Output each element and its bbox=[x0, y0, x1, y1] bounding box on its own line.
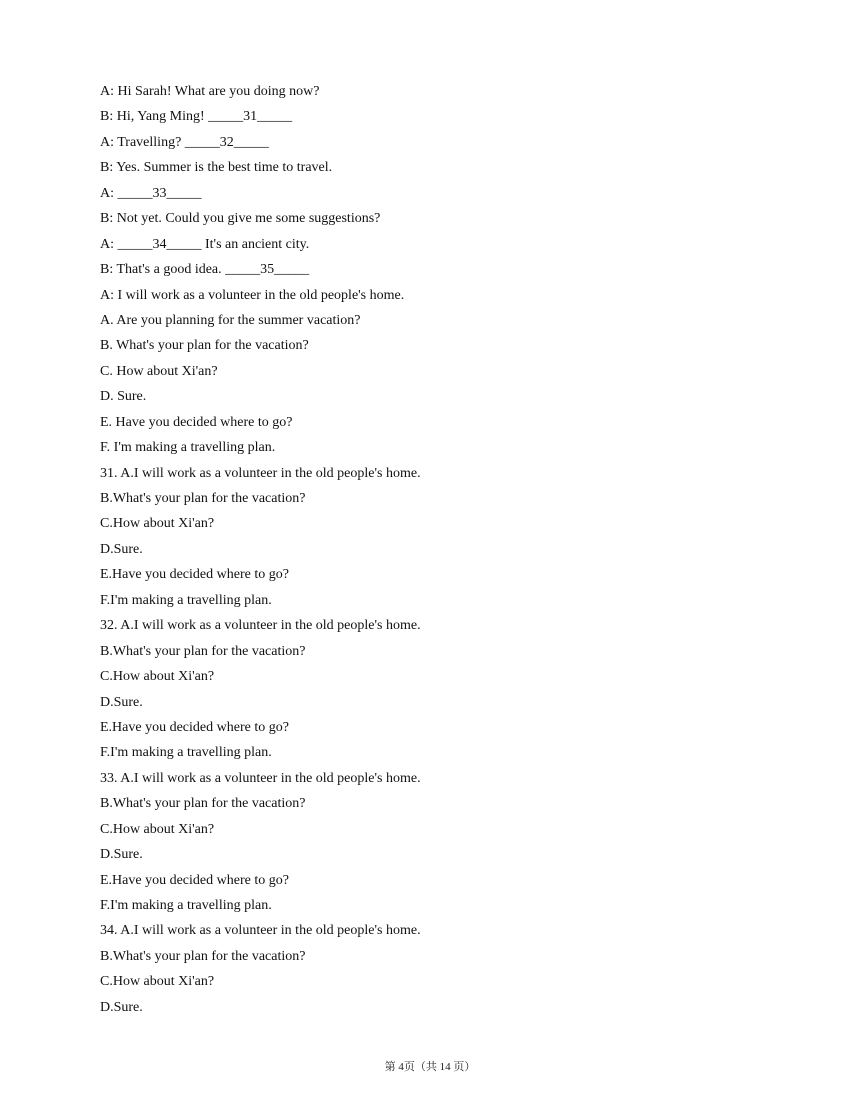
question-choice: C.How about Xi'an? bbox=[100, 974, 215, 990]
dialogue-line: A: Travelling? _____32_____ bbox=[100, 134, 269, 150]
question-choice: B.What's your plan for the vacation? bbox=[100, 796, 306, 812]
question-choice: B.What's your plan for the vacation? bbox=[100, 643, 306, 659]
dialogue-line: A: _____34_____ It's an ancient city. bbox=[100, 236, 310, 252]
question-choice: E.Have you decided where to go? bbox=[100, 872, 289, 888]
question-choice: 34. A.I will work as a volunteer in the old people's home. bbox=[100, 923, 421, 939]
question-choice: E.Have you decided where to go? bbox=[100, 567, 289, 583]
page-footer: 第 4页（共 14 页） bbox=[384, 1061, 476, 1073]
question-choice: D.Sure. bbox=[100, 694, 143, 710]
option-item: B. What's your plan for the vacation? bbox=[100, 338, 309, 354]
question-33 bbox=[100, 766, 780, 919]
question-choice: C.How about Xi'an? bbox=[100, 669, 215, 685]
option-item: C. How about Xi'an? bbox=[100, 363, 218, 379]
option-item: D. Sure. bbox=[100, 389, 147, 405]
question-choice: B.What's your plan for the vacation? bbox=[100, 948, 306, 964]
question-choice: F.I'm making a travelling plan. bbox=[100, 592, 272, 608]
option-item: A. Are you planning for the summer vacation? bbox=[100, 312, 361, 328]
option-list bbox=[100, 308, 780, 461]
dialogue-line: B: Not yet. Could you give me some suggestions? bbox=[100, 211, 381, 227]
question-choice: D.Sure. bbox=[100, 999, 143, 1015]
question-choice: 32. A.I will work as a volunteer in the old people's home. bbox=[100, 618, 421, 634]
question-32 bbox=[100, 613, 780, 766]
question-choice: 33. A.I will work as a volunteer in the old people's home. bbox=[100, 770, 421, 786]
question-choice: B.What's your plan for the vacation? bbox=[100, 491, 306, 506]
document-body bbox=[100, 79, 780, 1020]
question-choice: F.I'm making a travelling plan. bbox=[100, 898, 272, 913]
question-choice: C.How about Xi'an? bbox=[100, 516, 215, 532]
question-choice: C.How about Xi'an? bbox=[100, 821, 215, 837]
dialogue bbox=[100, 79, 780, 308]
question-choice: 31. A.I will work as a volunteer in the old people's home. bbox=[100, 465, 421, 481]
question-choice: F.I'm making a travelling plan. bbox=[100, 745, 272, 761]
dialogue-line: B: Yes. Summer is the best time to travel. bbox=[100, 160, 333, 176]
option-item: F. I'm making a travelling plan. bbox=[100, 440, 276, 456]
question-34 bbox=[100, 918, 780, 1020]
dialogue-line: B: Hi, Yang Ming! _____31_____ bbox=[100, 109, 293, 125]
question-31 bbox=[100, 461, 780, 614]
question-choice: D.Sure. bbox=[100, 847, 143, 863]
dialogue-line: A: I will work as a volunteer in the old people's home. bbox=[100, 287, 405, 303]
dialogue-line: A: _____33_____ bbox=[100, 185, 202, 201]
question-choice: E.Have you decided where to go? bbox=[100, 719, 289, 735]
question-choice: D.Sure. bbox=[100, 541, 143, 557]
dialogue-line: B: That's a good idea. _____35_____ bbox=[100, 262, 310, 278]
dialogue-line: A: Hi Sarah! What are you doing now? bbox=[100, 84, 320, 99]
option-item: E. Have you decided where to go? bbox=[100, 414, 293, 430]
